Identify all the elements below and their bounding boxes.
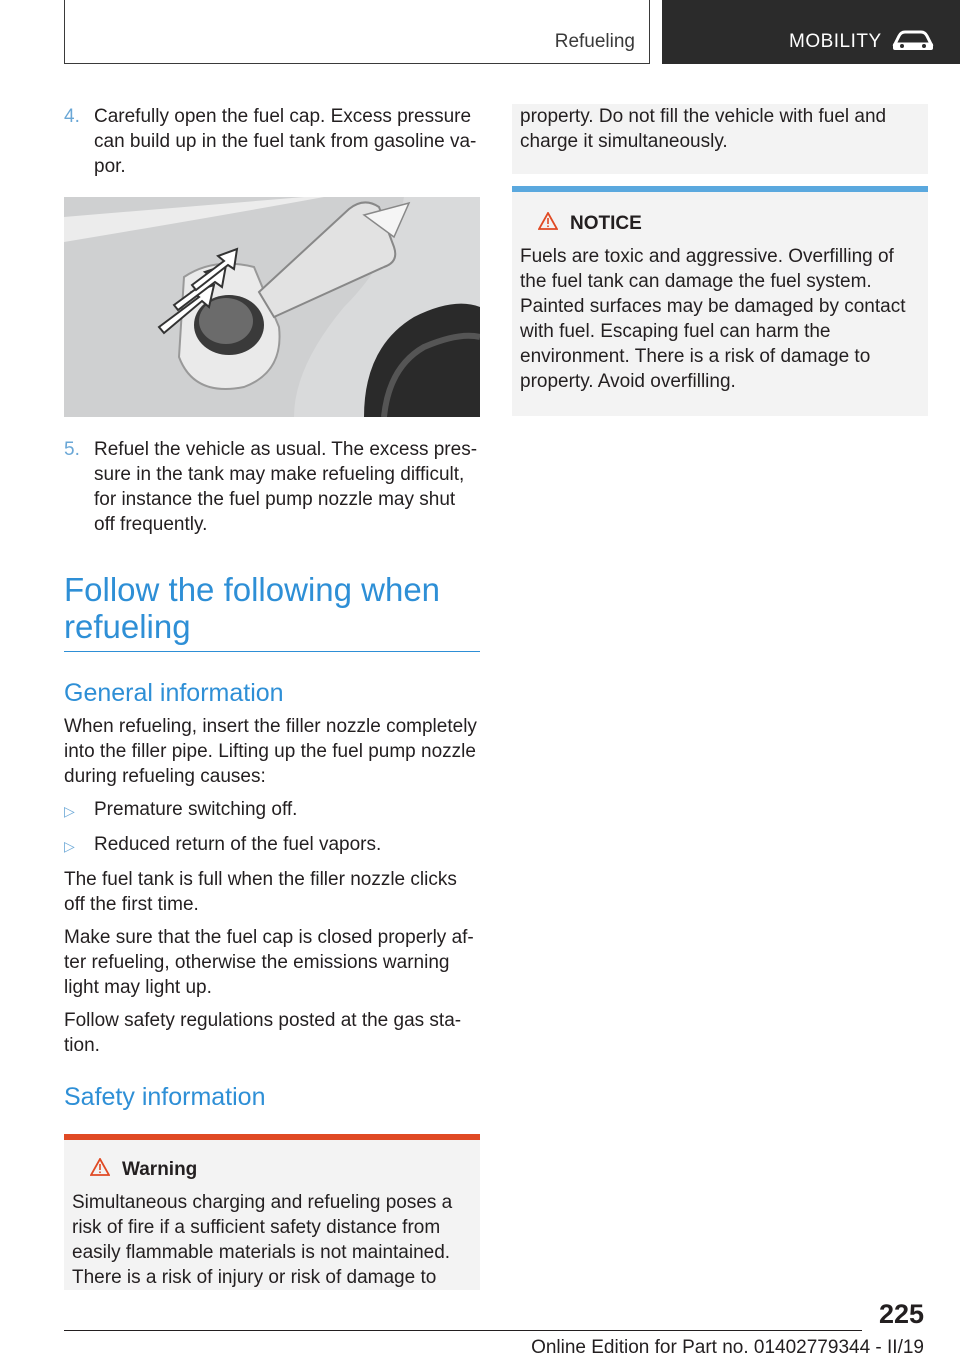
list-item (64, 797, 480, 824)
subheading-general-information: General information (64, 679, 284, 707)
page-number: 225 (878, 1299, 924, 1329)
step-text: Carefully open the fuel cap. Excess pressure can build up in the fuel tank from gasoline va‐por. (94, 106, 477, 177)
triangle-bullet-icon: ▷ (64, 838, 75, 854)
list-item-text: Reduced return of the fuel vapors. (94, 834, 382, 855)
heading-rule (64, 651, 480, 652)
full-tank-paragraph: The fuel tank is full when the filler nozzle clicks off the first time. (64, 869, 457, 915)
warning-text: Simultaneous charging and refueling poses a risk of fire if a sufficient safety distance from easily flammable materials is not maintained. There is a risk of injury or risk of damage to (72, 1192, 453, 1288)
step-5 (64, 437, 480, 537)
header-chapter-box (662, 0, 960, 64)
step-number: 5. (64, 439, 80, 460)
warning-header (72, 1158, 472, 1182)
notice-title: NOTICE (570, 213, 642, 234)
triangle-bullet-icon: ▷ (64, 803, 75, 819)
step-text: Refuel the vehicle as usual. The excess pres‐sure in the tank may make refueling difficult, for instance the fuel pump nozzle may shut off frequently. (94, 439, 478, 535)
step-number: 4. (64, 106, 80, 127)
warning-box-continued (512, 104, 928, 174)
fuel-cap-paragraph: Make sure that the fuel cap is closed properly af‐ter refueling, otherwise the emissions warning light may light up. (64, 927, 474, 998)
header-section-box (64, 0, 650, 64)
subheading-safety-information: Safety information (64, 1083, 266, 1111)
general-paragraph: When refueling, insert the filler nozzle completely into the filler pipe. Lifting up the fuel pump nozzle during refueling causes: (64, 716, 477, 787)
notice-header (520, 212, 920, 236)
safety-regulations-paragraph: Follow safety regulations posted at the gas sta‐tion. (64, 1010, 462, 1056)
warning-triangle-icon (90, 1158, 110, 1182)
edition-note: Online Edition for Part no. 01402779344 - II/19 (531, 1337, 924, 1358)
list-item-text: Premature switching off. (94, 799, 298, 820)
fuel-cap-illustration (64, 197, 480, 417)
header-chapter-title: MOBILITY (789, 31, 882, 52)
car-icon (891, 28, 935, 59)
list-item (64, 832, 480, 859)
step-4 (64, 104, 480, 179)
footer-rule (64, 1330, 862, 1331)
header-section-title: Refueling (554, 31, 635, 52)
notice-box (512, 186, 928, 416)
left-column (64, 104, 480, 1290)
right-column (512, 104, 928, 416)
notice-triangle-icon (538, 212, 558, 236)
warning-title: Warning (122, 1159, 198, 1180)
warning-box (64, 1134, 480, 1290)
notice-text: Fuels are toxic and aggressive. Overfilling of the fuel tank can damage the fuel system. Painted surfaces may be damaged by contact with fuel. Escaping fuel can harm the environment. There is a risk of damage to property. Avoid overfilling. (520, 246, 906, 392)
section-heading: Follow the following when refueling (64, 571, 441, 645)
warning-continued-text: property. Do not fill the vehicle with fuel and charge it simultaneously. (520, 106, 887, 152)
